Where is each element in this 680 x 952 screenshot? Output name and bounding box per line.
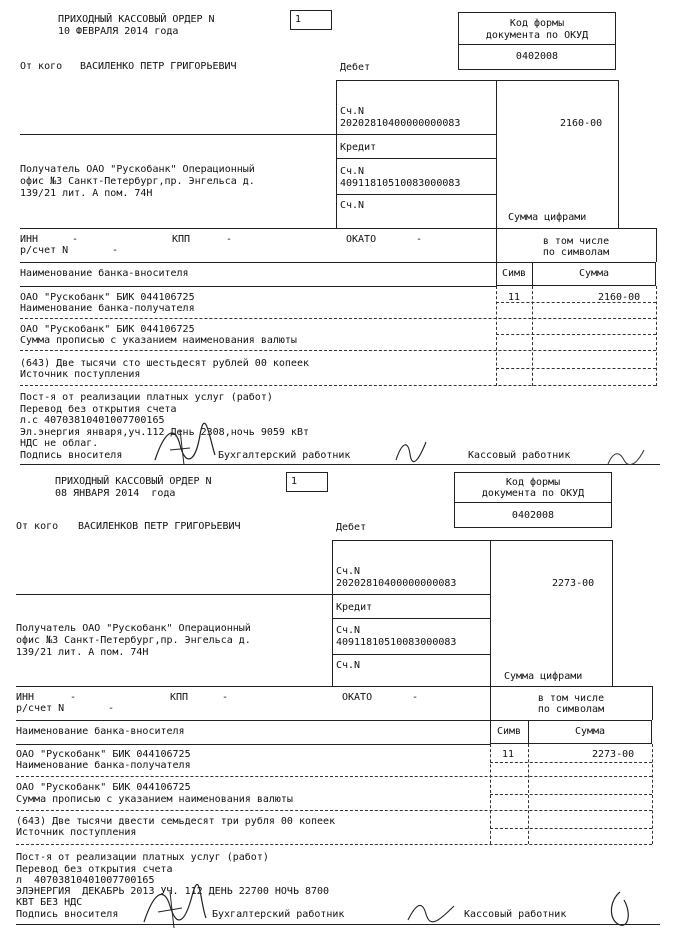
- sign-accountant-label: Бухгалтерский работник: [218, 450, 351, 461]
- okato-label: ОКАТО: [342, 692, 373, 703]
- source-line: Перевод без открытия счета: [16, 864, 173, 875]
- symbol-header-label: Симв: [501, 268, 527, 279]
- sum-digits-label: Сумма цифрами: [508, 212, 587, 223]
- recipient: офис №3 Санкт-Петербург,пр. Энгельса д.: [20, 176, 255, 187]
- sum-header-label: Сумма: [578, 268, 610, 279]
- sign-accountant-label: Бухгалтерский работник: [212, 909, 345, 920]
- amount-words: (643) Две тысячи сто шестьдесят рублей 00 копеек: [20, 358, 309, 369]
- payer-signature: [140, 880, 210, 932]
- sign-cashier-label: Кассовый работник: [464, 909, 567, 920]
- sum-header-label: Сумма: [574, 726, 606, 737]
- from-label: От кого: [20, 61, 63, 72]
- source-line: Перевод без открытия счета: [20, 404, 177, 415]
- source-line: Эл.энергия января,уч.112 День 2308,ночь 9059 кВт: [20, 427, 309, 438]
- recipient: Получатель ОАО "Рускобанк" Операционный: [20, 164, 255, 175]
- inn-label: ИНН: [20, 234, 39, 245]
- payer-bank-label: Наименование банка-вносителя: [20, 268, 189, 279]
- kpp-value: -: [222, 692, 229, 703]
- inn-label: ИНН: [16, 692, 35, 703]
- sign-payer-label: Подпись вносителя: [16, 909, 119, 920]
- okato-value: -: [416, 234, 423, 245]
- payer-bank-label: Наименование банка-вносителя: [16, 726, 185, 737]
- source-line: Пост-я от реализации платных услуг (работ): [20, 392, 273, 403]
- inn-value: -: [72, 234, 79, 245]
- source-label: Источник поступления: [20, 369, 141, 380]
- payer-name: ВАСИЛЕНКО ПЕТР ГРИГОРЬЕВИЧ: [80, 61, 237, 72]
- recipient: 139/21 лит. А пом. 74Н: [20, 188, 153, 199]
- rs-value: -: [108, 703, 115, 714]
- symbol-amount: 2160-00: [598, 292, 641, 303]
- okato-label: ОКАТО: [346, 234, 377, 245]
- okud-label: Код формы: [509, 18, 565, 29]
- source-line: Пост-я от реализации платных услуг (работ): [16, 852, 269, 863]
- sign-cashier-label: Кассовый работник: [468, 450, 571, 461]
- inn-value: -: [70, 692, 77, 703]
- account-label: Сч.N: [336, 625, 361, 636]
- rs-label: р/счет N: [16, 703, 65, 714]
- sign-payer-label: Подпись вносителя: [20, 450, 123, 461]
- sum-digits-label: Сумма цифрами: [504, 671, 583, 682]
- account-label: Сч.N: [340, 106, 365, 117]
- cash-order-2: [0, 468, 680, 944]
- incl-label: в том числе: [537, 693, 605, 704]
- account-label: Сч.N: [336, 566, 361, 577]
- order-title: ПРИХОДНЫЙ КАССОВЫЙ ОРДЕР N: [58, 14, 215, 25]
- okud-label: документа по ОКУД: [485, 30, 589, 41]
- recipient-bank: ОАО "Рускобанк" БИК 044106725: [16, 782, 191, 793]
- recipient: офис №3 Санкт-Петербург,пр. Энгельса д.: [16, 635, 251, 646]
- source-line: КВТ БЕЗ НДС: [16, 897, 83, 908]
- rs-label: р/счет N: [20, 245, 69, 256]
- kpp-label: КПП: [172, 234, 191, 245]
- payer-name: ВАСИЛЕНКОВ ПЕТР ГРИГОРЬЕВИЧ: [78, 521, 241, 532]
- recipient-bank-label: Наименование банка-получателя: [20, 303, 195, 314]
- okud-code: 0402008: [511, 510, 555, 521]
- source-label: Источник поступления: [16, 827, 137, 838]
- payer-bank: ОАО "Рускобанк" БИК 044106725: [20, 292, 195, 303]
- source-line: л.с 40703810401007700165: [20, 415, 165, 426]
- okato-value: -: [412, 692, 419, 703]
- debit-account: 20202810400000000083: [340, 118, 461, 129]
- order-date: 10 ФЕВРАЛЯ 2014 года: [58, 26, 179, 37]
- okud-label: Код формы: [505, 477, 561, 488]
- amount-words: (643) Две тысячи двести семьдесят три рубля 00 копеек: [16, 816, 336, 827]
- recipient: Получатель ОАО "Рускобанк" Операционный: [16, 623, 251, 634]
- rs-value: -: [112, 245, 119, 256]
- source-line: л 40703810401007700165: [16, 875, 155, 886]
- cashier-signature: [600, 888, 640, 928]
- debit-account: 20202810400000000083: [336, 578, 457, 589]
- recipient-bank: ОАО "Рускобанк" БИК 044106725: [20, 324, 195, 335]
- credit-account: 40911810510083000083: [340, 178, 461, 189]
- words-label: Сумма прописью с указанием наименования валюты: [16, 794, 293, 805]
- amount: 2273-00: [552, 578, 595, 589]
- okud-code: 0402008: [515, 51, 559, 62]
- account-label: Сч.N: [340, 166, 365, 177]
- credit-label: Кредит: [340, 142, 377, 153]
- symbol-code: 11: [502, 749, 515, 760]
- kpp-label: КПП: [170, 692, 189, 703]
- debit-label: Дебет: [336, 522, 367, 533]
- order-number: 1: [295, 14, 302, 25]
- from-label: От кого: [16, 521, 59, 532]
- credit-label: Кредит: [336, 602, 373, 613]
- words-label: Сумма прописью с указанием наименования валюты: [20, 335, 297, 346]
- incl-label: по символам: [537, 704, 605, 715]
- kpp-value: -: [226, 234, 233, 245]
- source-line: ЭЛЭНЕРГИЯ ДЕКАБРЬ 2013 УЧ. 112 ДЕНЬ 22700 НОЧЬ 8700: [16, 886, 330, 897]
- okud-label: документа по ОКУД: [481, 488, 585, 499]
- order-title: ПРИХОДНЫЙ КАССОВЫЙ ОРДЕР N: [55, 476, 212, 487]
- amount: 2160-00: [560, 118, 603, 129]
- order-number: 1: [291, 476, 298, 487]
- incl-label: по символам: [542, 247, 610, 258]
- source-line: НДС не облаг.: [20, 438, 99, 449]
- debit-label: Дебет: [340, 62, 371, 73]
- symbol-header-label: Симв: [496, 726, 522, 737]
- credit-account: 40911810510083000083: [336, 637, 457, 648]
- account-label: Сч.N: [336, 660, 361, 671]
- recipient: 139/21 лит. А пом. 74Н: [16, 647, 149, 658]
- payer-signature: [150, 420, 220, 470]
- incl-label: в том числе: [542, 236, 610, 247]
- cashier-signature: [606, 446, 646, 470]
- account-label: Сч.N: [340, 200, 365, 211]
- symbol-code: 11: [508, 292, 521, 303]
- recipient-bank-label: Наименование банка-получателя: [16, 760, 191, 771]
- accountant-signature: [404, 896, 460, 926]
- accountant-signature: [392, 436, 432, 466]
- order-date: 08 ЯНВАРЯ 2014 года: [55, 488, 176, 499]
- symbol-amount: 2273-00: [592, 749, 635, 760]
- payer-bank: ОАО "Рускобанк" БИК 044106725: [16, 749, 191, 760]
